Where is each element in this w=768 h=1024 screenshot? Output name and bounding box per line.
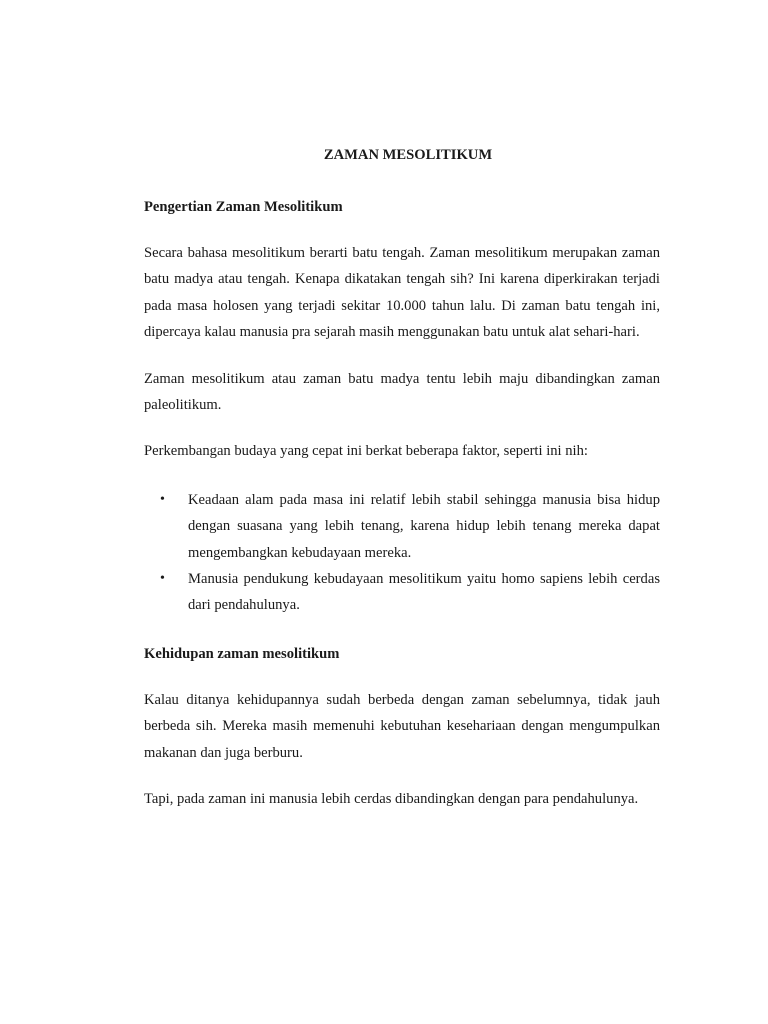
factors-list: [144, 487, 660, 619]
section-heading-pengertian: Pengertian Zaman Mesolitikum: [144, 199, 343, 215]
paragraph-factors-intro: Perkembangan budaya yang cepat ini berkat beberapa faktor, seperti ini nih:: [144, 443, 588, 460]
bullet-icon: •: [160, 491, 165, 507]
document-body: [144, 142, 660, 813]
bullet-icon: •: [160, 571, 165, 587]
list-item-text: Manusia pendukung kebudayaan mesolitikum yaitu homo sapiens lebih cerdas dari pendahulunya.: [188, 571, 660, 614]
document-title: ZAMAN MESOLITIKUM: [323, 147, 493, 163]
list-item-text: Keadaan alam pada masa ini relatif lebih stabil sehingga manusia bisa hidup dengan suasana yang lebih tenang, karena hidup lebih tenang mereka dapat mengembangkan kebudayaan mereka.: [188, 491, 660, 561]
list-item: [144, 566, 660, 619]
section-heading-kehidupan: Kehidupan zaman mesolitikum: [144, 645, 340, 662]
paragraph-intelligence: Tapi, pada zaman ini manusia lebih cerdas dibandingkan dengan para pendahulunya.: [144, 791, 639, 808]
paragraph-definition: Secara bahasa mesolitikum berarti batu tengah. Zaman mesolitikum merupakan zaman batu madya atau tengah. Kenapa dikatakan tengah sih? Ini karena diperkirakan terjadi pada masa holosen yang terjadi sekitar 10.000 tahun lalu. Di zaman batu tengah ini, dipercaya kalau manusia pra sejarah masih menggunakan batu untuk alat sehari-hari.: [144, 245, 660, 341]
paragraph-life: Kalau ditanya kehidupannya sudah berbeda dengan zaman sebelumnya, tidak jauh berbeda sih. Mereka masih memenuhi kebutuhan kesehariaan dengan mengumpulkan makanan dan juga berburu.: [144, 691, 660, 761]
list-item: [144, 487, 660, 566]
paragraph-comparison: Zaman mesolitikum atau zaman batu madya tentu lebih maju dibandingkan zaman paleolitikum.: [144, 370, 660, 414]
